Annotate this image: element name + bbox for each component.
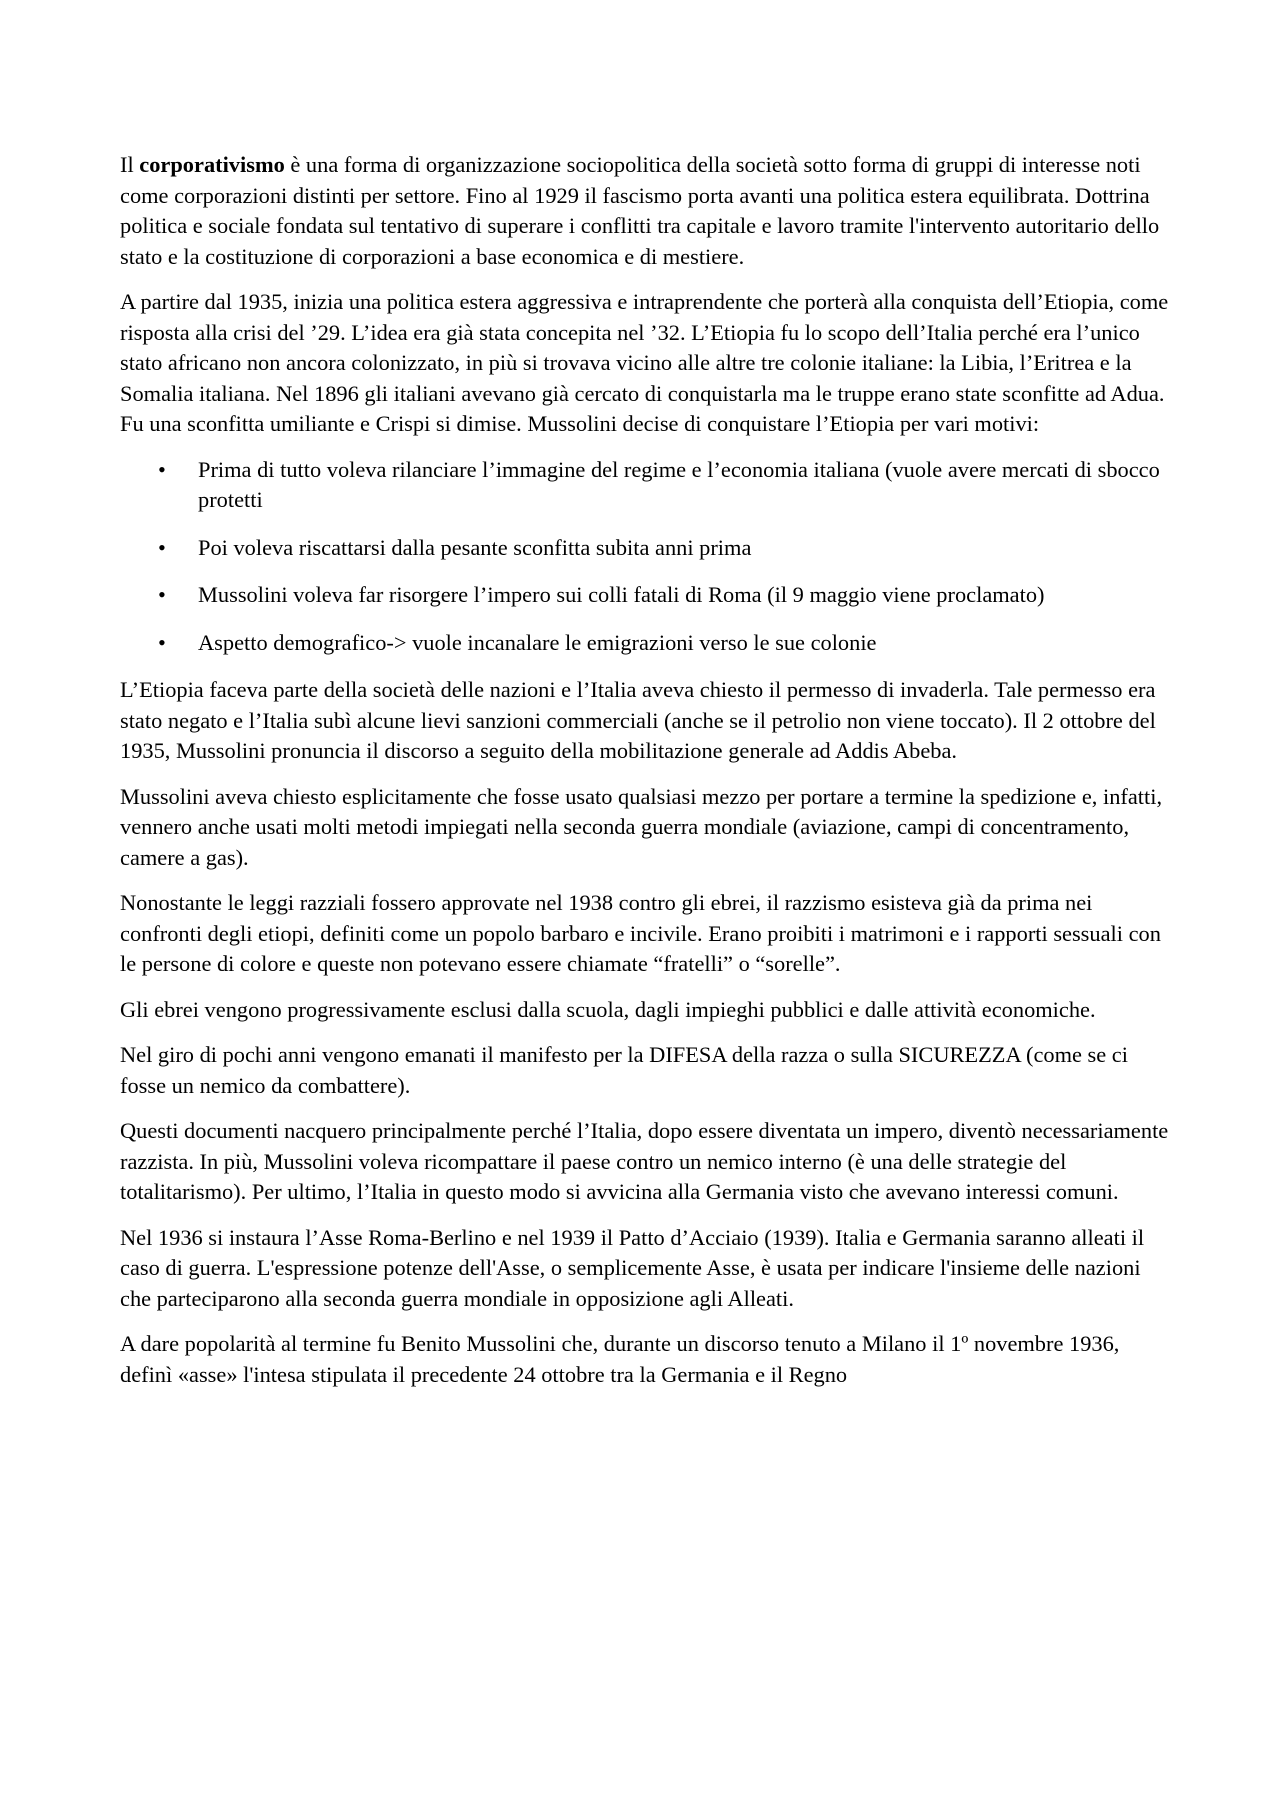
list-item-text: Mussolini voleva far risorgere l’impero sui colli fatali di Roma (il 9 maggio viene proclamato) bbox=[198, 582, 1045, 607]
paragraph-metodi: Mussolini aveva chiesto esplicitamente che fosse usato qualsiasi mezzo per portare a termine la spedizione e, infatti, vennero anche usati molti metodi impiegati nella seconda guerra mondiale (aviazione, campi di concentramento, camere a gas). bbox=[120, 783, 1163, 870]
document-body bbox=[120, 150, 1172, 1405]
list-item-text: Aspetto demografico-> vuole incanalare le emigrazioni verso le sue colonie bbox=[198, 629, 877, 655]
paragraph-etiopia: A partire dal 1935, inizia una politica estera aggressiva e intraprendente che porterà alla conquista dell’Etiopia, come risposta alla crisi del ’29. L’idea era già stata concepita nel ’32. L’Etiopia fu lo scopo dell’Italia perché era l’unico stato africano non ancora colonizzato, in più si trovava vicino alle altre tre colonie italiane: la Libia, l’Eritrea e la Somalia italiana. Nel 1896 gli italiani avevano già cercato di conquistarla ma le truppe erano state sconfitte ad Adua. Fu una sconfitta umiliante e Crispi si dimise. Mussolini decise di conquistare l’Etiopia per vari motivi: bbox=[120, 289, 1169, 436]
list-item bbox=[120, 533, 1172, 564]
bullet-icon: • bbox=[158, 456, 166, 482]
list-item bbox=[120, 580, 1172, 611]
bullet-icon: • bbox=[158, 582, 166, 607]
paragraph-manifesto: Nel giro di pochi anni vengono emanati il manifesto per la DIFESA della razza o sulla SICUREZZA (come se ci fosse un nemico da combattere). bbox=[120, 1042, 1128, 1098]
paragraph-mussolini-milano: A dare popolarità al termine fu Benito Mussolini che, durante un discorso tenuto a Milano il 1º novembre 1936, definì «asse» l'intesa stipulata il precedente 24 ottobre tra la Germania e il Regno bbox=[120, 1331, 1120, 1387]
paragraph-ebrei: Gli ebrei vengono progressivamente esclusi dalla scuola, dagli impieghi pubblici e dalle attività economiche. bbox=[120, 996, 1096, 1022]
list-item-text: Prima di tutto voleva rilanciare l’immagine del regime e l’economia italiana (vuole avere mercati di sbocco protetti bbox=[198, 456, 1160, 512]
bold-term-corporativismo: corporativismo bbox=[139, 152, 285, 177]
bullet-icon: • bbox=[158, 629, 166, 655]
paragraph-prefix: Il bbox=[120, 152, 140, 177]
bullet-icon: • bbox=[158, 534, 166, 560]
paragraph-documenti: Questi documenti nacquero principalmente perché l’Italia, dopo essere diventata un impero, diventò necessariamente razzista. In più, Mussolini voleva ricompattare il paese contro un nemico interno (è una delle strategie del totalitarismo). Per ultimo, l’Italia in questo modo si avvicina alla Germania visto che avevano interessi comuni. bbox=[120, 1118, 1169, 1204]
paragraph-asse: Nel 1936 si instaura l’Asse Roma-Berlino e nel 1939 il Patto d’Acciaio (1939). Italia e Germania saranno alleati il caso di guerra. L'espressione potenze dell'Asse, o semplicemente Asse, è usata per indicare l'insieme delle nazioni che parteciparono alla seconda guerra mondiale in opposizione agli Alleati. bbox=[120, 1224, 1145, 1311]
list-item-text: Poi voleva riscattarsi dalla pesante sconfitta subita anni prima bbox=[198, 534, 752, 560]
paragraph-leggi-razziali: Nonostante le leggi razziali fossero approvate nel 1938 contro gli ebrei, il razzismo esisteva già da prima nei confronti degli etiopi, definiti come un popolo barbaro e incivile. Erano proibiti i matrimoni e i rapporti sessuali con le persone di colore e queste non potevano essere chiamate “fratelli” o “sorelle”. bbox=[120, 890, 1161, 976]
list-item bbox=[120, 628, 1172, 659]
paragraph-rest: è una forma di organizzazione sociopolitica della società sotto forma di gruppi di interesse noti come corporazioni distinti per settore. Fino al 1929 il fascismo porta avanti una politica estera equilibrata. Dottrina politica e sociale fondata sul tentativo di superare i conflitti tra capitale e lavoro tramite l'intervento autoritario dello stato e la costituzione di corporazioni a base economica e di mestiere. bbox=[120, 152, 1160, 269]
motives-list bbox=[120, 455, 1172, 659]
paragraph-corporativismo bbox=[120, 150, 1172, 272]
list-item bbox=[120, 455, 1172, 516]
paragraph-societa-nazioni: L’Etiopia faceva parte della società delle nazioni e l’Italia aveva chiesto il permesso di invaderla. Tale permesso era stato negato e l’Italia subì alcune lievi sanzioni commerciali (anche se il petrolio non viene toccato). Il 2 ottobre del 1935, Mussolini pronuncia il discorso a seguito della mobilitazione generale ad Addis Abeba. bbox=[120, 677, 1156, 763]
